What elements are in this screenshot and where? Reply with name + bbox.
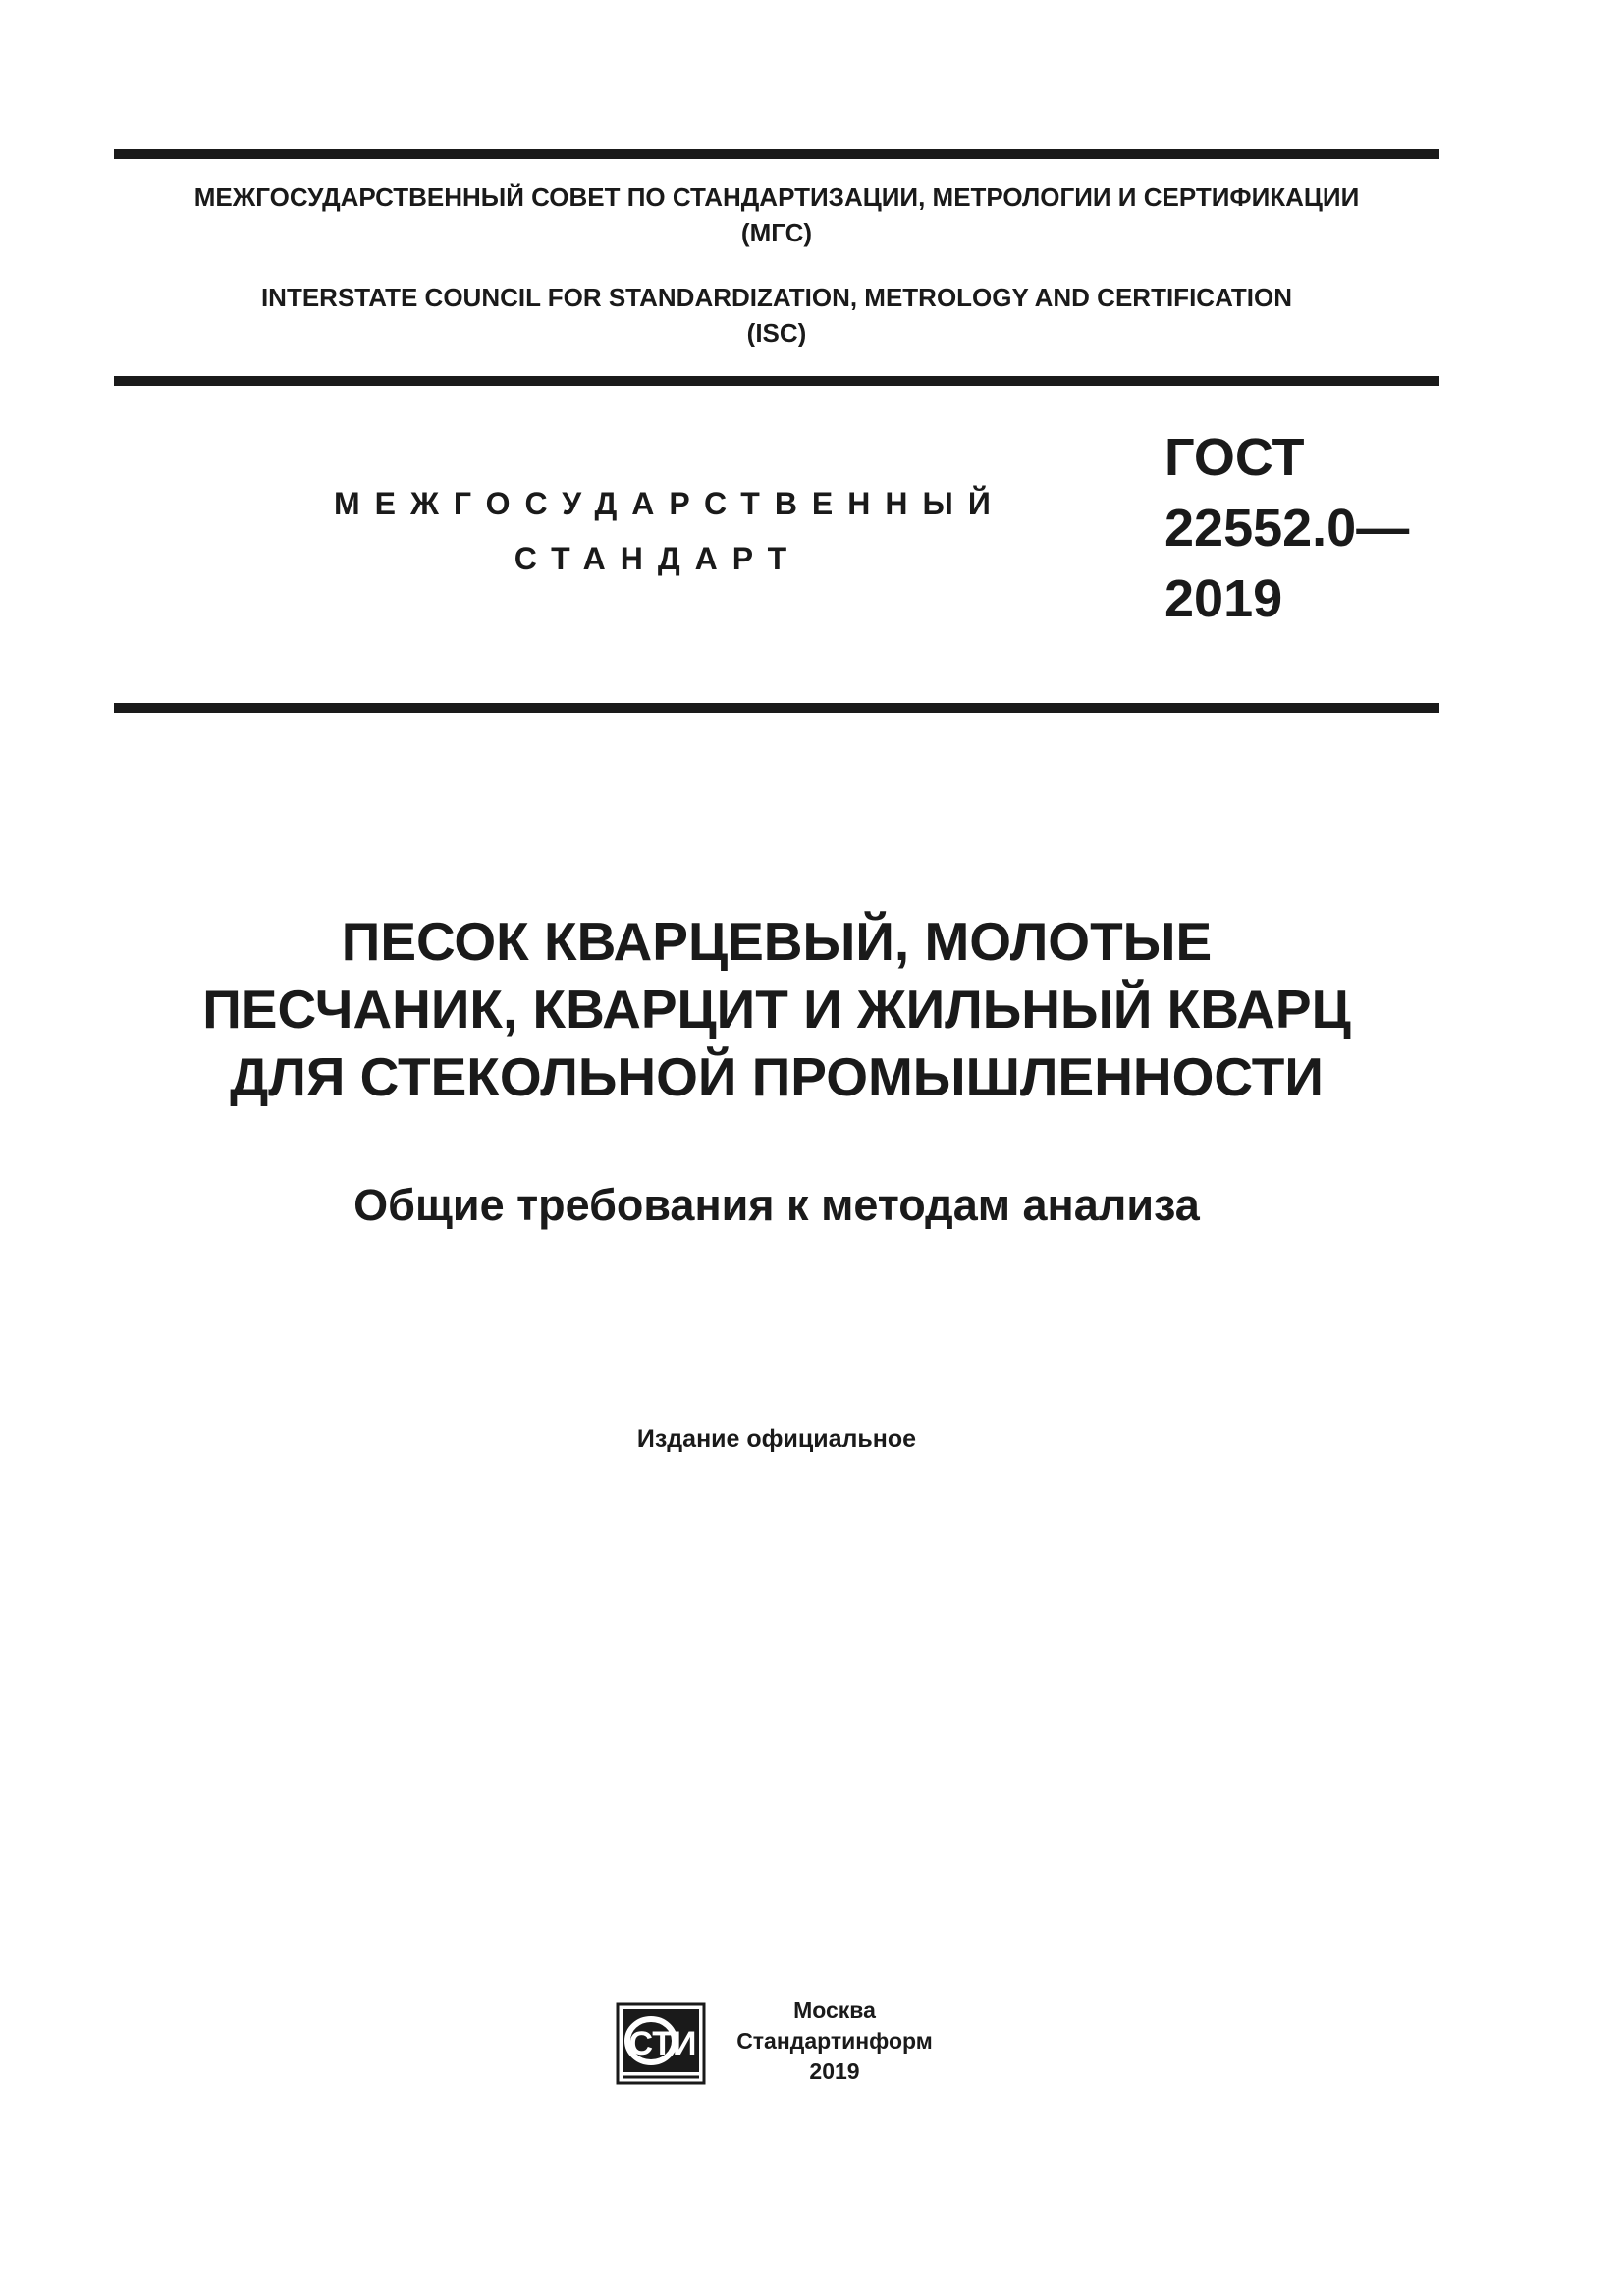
title-line2: ПЕСЧАНИК, КВАРЦИТ И ЖИЛЬНЫЙ КВАРЦ: [202, 979, 1351, 1040]
council-name-ru-text: МЕЖГОСУДАРСТВЕННЫЙ СОВЕТ ПО СТАНДАРТИЗАЦИИ, МЕТРОЛОГИИ И СЕРТИФИКАЦИИ: [193, 183, 1360, 212]
publisher-year: 2019: [809, 2058, 860, 2084]
document-subtitle: Общие требования к методам анализа: [353, 1180, 1200, 1230]
standard-kind-line2: СТАНДАРТ: [514, 541, 802, 576]
standartinform-logo-icon: [616, 2002, 706, 2085]
standard-kind: [334, 476, 1005, 586]
title-line3: ДЛЯ СТЕКОЛЬНОЙ ПРОМЫШЛЕННОСТИ: [230, 1046, 1324, 1107]
gost-label: ГОСТ: [1164, 428, 1305, 487]
gost-year: 2019: [1164, 569, 1283, 628]
gost-designation: [1164, 422, 1409, 634]
logo-text: СТИ: [628, 2025, 697, 2062]
publisher-name: Стандартинформ: [736, 2028, 933, 2054]
top-rule: [114, 149, 1439, 159]
council-name-ru: [114, 180, 1439, 250]
council-abbr-ru: (МГС): [740, 218, 813, 247]
council-bottom-rule: [114, 376, 1439, 386]
publisher-city: Москва: [793, 1998, 876, 2023]
edition-note: Издание официальное: [636, 1425, 917, 1453]
title-line1: ПЕСОК КВАРЦЕВЫЙ, МОЛОТЫЕ: [341, 911, 1213, 972]
header-bottom-rule: [114, 703, 1439, 713]
council-abbr-en: (ISC): [746, 318, 807, 347]
council-name-en: [114, 280, 1439, 350]
document-title: [114, 908, 1439, 1111]
standard-kind-line1: МЕЖГОСУДАРСТВЕННЫЙ: [334, 486, 1005, 521]
council-name-en-text: INTERSTATE COUNCIL FOR STANDARDIZATION, METROLOGY AND CERTIFICATION: [260, 283, 1293, 312]
gost-number: 22552.0—: [1164, 499, 1410, 558]
publisher-info: [727, 1996, 943, 2087]
